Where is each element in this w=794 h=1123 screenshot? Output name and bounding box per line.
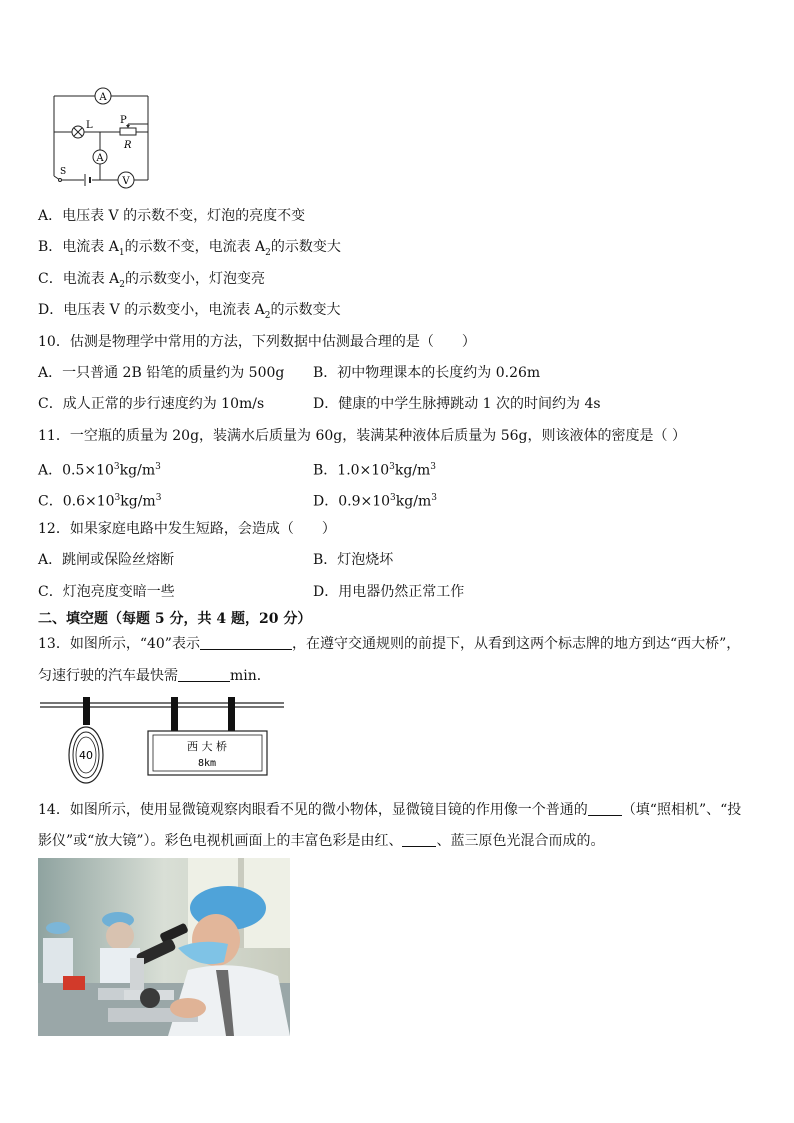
microscope-photo bbox=[38, 858, 290, 1036]
sign-distance: 8km bbox=[197, 758, 217, 769]
q11-stem: 11．一空瓶的质量为 20g，装满水后质量为 60g，装满某种液体后质量为 56g，则该液体的密度是（ ） bbox=[38, 428, 686, 444]
sign-place-name: 西 大 桥 bbox=[187, 740, 227, 753]
battery-icon bbox=[85, 174, 90, 186]
q10-option-d: D．健康的中学生脉搏跳动 1 次的时间约为 4s bbox=[313, 396, 601, 412]
q12-option-a: A．跳闸或保险丝熔断 bbox=[38, 552, 175, 568]
q10-option-b: B．初中物理课本的长度约为 0.26m bbox=[313, 365, 541, 381]
q12-option-d: D．用电器仍然正常工作 bbox=[313, 584, 465, 600]
distance-sign bbox=[148, 731, 267, 775]
circuit-diagram bbox=[48, 86, 158, 190]
svg-text:V: V bbox=[122, 176, 130, 187]
rheostat-icon bbox=[120, 128, 136, 135]
q14-blank-2[interactable] bbox=[402, 832, 436, 847]
slider-label: P bbox=[120, 115, 127, 126]
traffic-signs-figure bbox=[38, 694, 288, 786]
q10-option-c: C．成人正常的步行速度约为 10m/s bbox=[38, 396, 265, 412]
q12-stem: 12．如果家庭电路中发生短路，会造成（ ） bbox=[38, 521, 336, 537]
lamp-icon bbox=[72, 126, 84, 138]
q12-option-b: B．灯泡烧坏 bbox=[313, 552, 394, 568]
q11-option-b: B．$1.0\times 10^3kg/m^3$ bbox=[313, 462, 437, 479]
ammeter-a1-icon bbox=[95, 88, 111, 104]
q11-option-d: D．$0.9\times 10^3kg/m^3$ bbox=[313, 493, 437, 510]
q13-line-1: 13．如图所示，“40”表示 ，在遵守交通规则的前提下，从看到这两个标志牌的地方到达“西大桥”， bbox=[38, 636, 741, 652]
ammeter-a2-icon bbox=[93, 150, 107, 164]
switch-icon bbox=[59, 179, 62, 182]
q14-line-1: 14．如图所示，使用显微镜观察肉眼看不见的微小物体，显微镜目镜的作用像一个普通的 （填“照相机”、“投 bbox=[38, 802, 742, 818]
q11-option-a: A．$0.5\times 10^3kg/m^3$ bbox=[38, 462, 161, 479]
q13-blank-2[interactable] bbox=[178, 667, 230, 682]
sign-speed-value: 40 bbox=[79, 749, 93, 762]
svg-text:A: A bbox=[96, 153, 104, 164]
q10-option-a: A．一只普通 2B 铅笔的质量约为 500g bbox=[38, 365, 285, 381]
q11-option-c: C．$0.6\times 10^3kg/m^3$ bbox=[38, 493, 162, 510]
q9-option-b: B．电流表 $A_1$的示数不变，电流表 $A_2$的示数变大 bbox=[38, 239, 341, 258]
section-heading-fill-blank: 二、填空题（每题 5 分，共 4 题，20 分） bbox=[38, 611, 312, 627]
q10-stem: 10．估测是物理学中常用的方法，下列数据中估测最合理的是（ ） bbox=[38, 334, 476, 350]
q13-blank-1[interactable] bbox=[200, 635, 292, 650]
voltmeter-icon bbox=[118, 172, 134, 188]
switch-label: S bbox=[60, 167, 67, 177]
speed-limit-sign-icon bbox=[69, 727, 103, 783]
q12-option-c: C．灯泡亮度变暗一些 bbox=[38, 584, 175, 600]
q14-blank-1[interactable] bbox=[588, 801, 622, 816]
q13-line-2: 匀速行驶的汽车最快需 min． bbox=[38, 668, 271, 684]
q14-line-2: 影仪”或“放大镜”）。彩色电视机画面上的丰富色彩是由红、 、蓝三原色光混合而成的。 bbox=[38, 833, 605, 849]
q9-option-a: A．电压表 V 的示数不变，灯泡的亮度不变 bbox=[38, 208, 306, 224]
svg-text:A: A bbox=[99, 92, 107, 103]
q9-option-d: D．电压表 V 的示数变小，电流表 $A_2$的示数变大 bbox=[38, 302, 341, 321]
lamp-label: L bbox=[86, 120, 93, 131]
resistor-label: R bbox=[124, 140, 132, 151]
q9-option-c: C．电流表 $A_2$的示数变小，灯泡变亮 bbox=[38, 271, 266, 290]
